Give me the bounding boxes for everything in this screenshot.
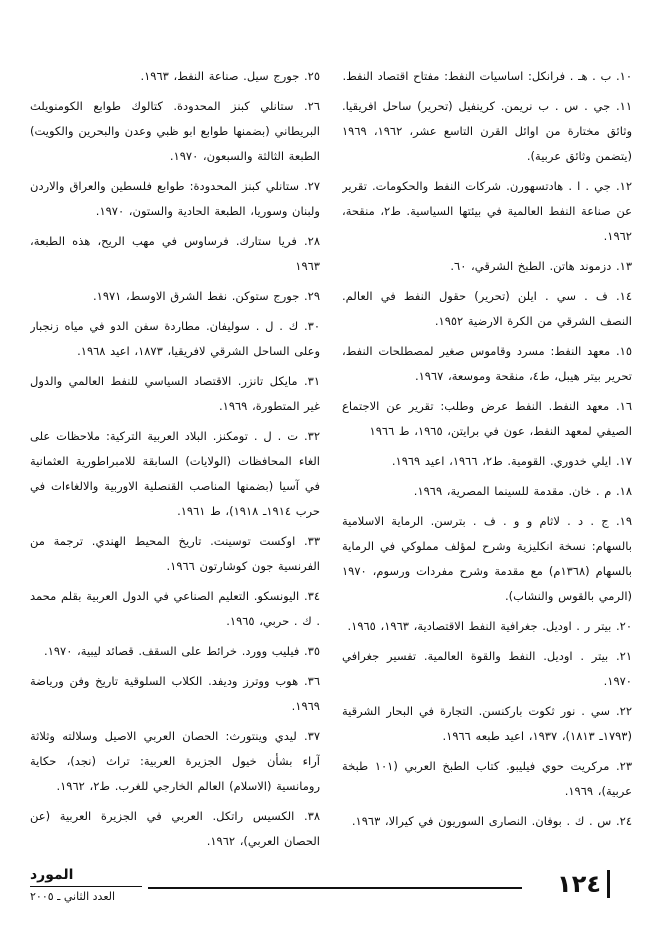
journal-info (30, 866, 142, 907)
bibliography-entry: ٢٣. مركريت حوي فيليبو. كتاب الطبخ العربي (١٠١ طبخة عربية)، ١٩٦٩. (342, 759, 632, 798)
bibliography-entry: ١٨. م . خان. مقدمة للسينما المصرية، ١٩٦٩. (413, 484, 632, 498)
footer-divider (148, 887, 522, 889)
bibliography-entry: ١١. جي . س . ب نريمن. كرينفيل (تحرير) ساحل افريقيا. وثائق مختارة من اوائل القرن التاسع عشر، ١٩٦٢، ١٩٦٩ (يتضمن وثائق عربية). (342, 99, 632, 163)
bibliography-entry: ٢٢. سي . نور ثكوت باركنسن. التجارة في البحار الشرقية (١٧٩٣ـ ١٨١٣)، ١٩٣٧، اعيد طبعه ١٩٦٦. (342, 704, 632, 743)
bibliography-entry: ١٣. دزموند هاتن. الطبخ الشرقي، ٦٠. (450, 259, 632, 273)
bibliography-entry: ١٢. جي . ا . هادتسهورن. شركات النفط والحكومات. تقرير عن صناعة النفط العالمية في بيئتها السياسية. ط٢، منقحة، ١٩٦٢. (342, 179, 632, 243)
bibliography-entry: ٢٥. جورج سيل. صناعة النفط، ١٩٦٣. (140, 69, 320, 83)
bibliography-entry: ١٦. معهد النفط. النفط عرض وطلب: تقرير عن الاجتماع الصيفي لمعهد النفط، عون في برايتن، ١٩٦٥، ط ١٩٦٦ (342, 399, 632, 438)
bibliography-entry: ٣٣. اوكست توسينت. تاريخ المحيط الهندي. ترجمة من الفرنسية جون كوشارتون ١٩٦٦. (30, 534, 320, 573)
bibliography-entry: ١٥. معهد النفط: مسرد وقاموس صغير لمصطلحات النفط، تحرير بيتر هيبل، ط٤، منقحة وموسعة، ١٩٦٧. (342, 344, 632, 383)
bibliography-entry: ١٠. ب . هـ . فرانكل: اساسيات النفط: مفتاح اقتصاد النفط. (342, 69, 632, 83)
bibliography-entry: ٣٧. ليدي وينتورث: الحصان العربي الاصيل وسلالته وثلاثة آراء بشأن خيول الجزيرة العربية: تراث (نجد)، حكاية رومانسية (الاسلام) العالم الخارجي للغرب. ط٢، ١٩٦٢. (30, 729, 320, 793)
bibliography-entry: ٢٦. ستانلي كبنز المحدودة. كتالوك طوابع الكومنويلث البريطاني (بضمنها طوابع ابو ظبي وعدن والبحرين والكويت) الطبعة الثالثة والسبعون، ١٩٧٠. (30, 99, 320, 163)
issue-label: العدد الثاني ـ ٢٠٠٥ (30, 886, 142, 907)
bibliography-entry: ٣٥. فيليب وورد. خرائط على السقف. قصائد ليبية، ١٩٧٠. (44, 644, 320, 658)
bibliography-entry: ٢١. بيتر . اوديل. النفط والقوة العالمية. تفسير جغرافي ١٩٧٠. (342, 649, 632, 688)
bibliography-entry: ٣٠. ك . ل . سوليفان. مطاردة سفن الدو في مياه زنجبار وعلى الساحل الشرقي لافريقيا، ١٨٧٣، اعيد ١٩٦٨. (30, 319, 320, 358)
journal-name: المورد (30, 867, 74, 883)
bibliography-entry: ٣١. مايكل تانزر. الاقتصاد السياسي للنفط العالمي والدول غير المتطورة، ١٩٦٩. (30, 374, 320, 413)
bibliography-entry: ١٤. ف . سي . ايلن (تحرير) حقول النفط في العالم. النصف الشرقي من الكرة الارضية ١٩٥٢. (342, 289, 632, 328)
bibliography-entry: ٢٤. س . ك . بوفان. النصارى السوريون في كيرالا، ١٩٦٣. (351, 814, 632, 828)
bibliography-column-right (342, 64, 632, 854)
bibliography-entry: ٣٦. هوب ووترز وديفد. الكلاب السلوقية تاريخ وفن ورياضة ١٩٦٩. (30, 674, 320, 713)
page-footer (30, 866, 610, 922)
bibliography-entry: ٣٨. الكسيس راتكل. العربي في الجزيرة العربية (عن الحصان العربي)، ١٩٦٢. (30, 809, 320, 848)
bibliography-entry: ٢٠. بيتر ر . اوديل. جغرافية النفط الاقتصادية، ١٩٦٣، ١٩٦٥. (347, 619, 632, 633)
bibliography-entry: ٢٧. ستانلي كبنز المحدودة: طوابع فلسطين والعراق والاردن ولبنان وسوريا، الطبعة الحادية والستون، ١٩٧٠. (30, 179, 320, 218)
bibliography-entry: ٢٩. جورج ستوكن. نفط الشرق الاوسط، ١٩٧١. (92, 289, 320, 303)
page-number: ١٢٤ (557, 870, 610, 898)
bibliography-entry: ١٧. ايلي خدوري. القومية. ط٢، ١٩٦٦، اعيد ١٩٦٩. (391, 454, 632, 468)
bibliography-entry: ١٩. ج . د . لاثام و و . ف . بترسن. الرماية الاسلامية بالسهام: نسخة انكليزية وشرح لمؤلف مملوكي في الرماية بالسهام (١٣٦٨م) مع مقدمة وشرح مفردات ورسوم، ١٩٧٠ (الرمي بالقوس والنشاب). (342, 514, 632, 603)
bibliography-entry: ٣٤. اليونسكو. التعليم الصناعي في الدول العربية بقلم محمد . ك . حربي، ١٩٦٥. (30, 589, 320, 628)
bibliography-entry: ٢٨. فريا ستارك. فرساوس في مهب الريح، هذه الطبعة، ١٩٦٣ (30, 234, 320, 273)
bibliography-entry: ٣٢. ت . ل . تومكنز. البلاد العربية التركية: ملاحظات على الغاء المحافظات (الولايات) السابقة للامبراطورية العثمانية في آسيا (بضمنها المناصب القنصلية الاوربية والالغاءات في حرب ١٩١٤ـ ١٩١٨)، ط ١٩٦١. (30, 429, 320, 518)
bibliography-column-left (30, 64, 320, 854)
